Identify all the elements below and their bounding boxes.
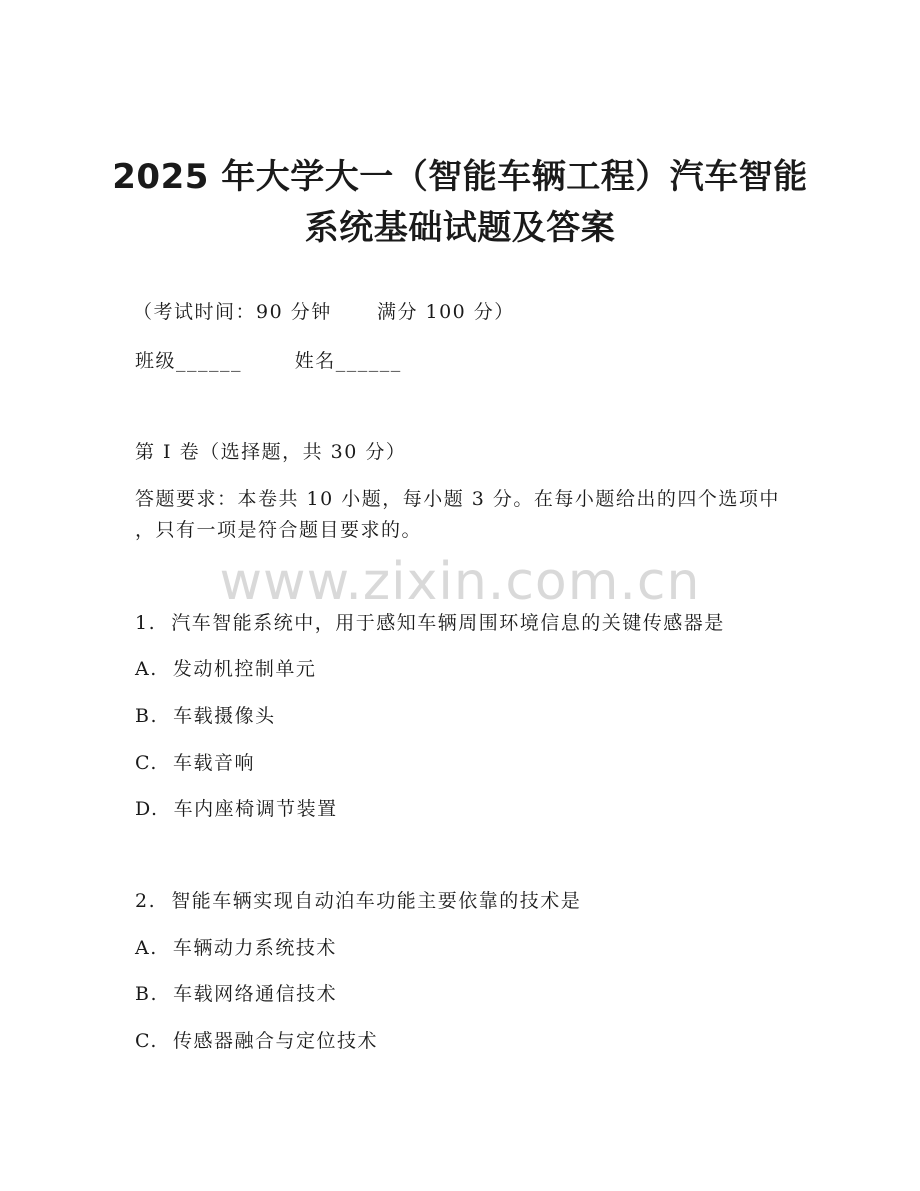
question-2-stem: 2. 智能车辆实现自动泊车功能主要依靠的技术是 [135, 890, 582, 912]
document-title-line-2: 系统基础试题及答案 [304, 208, 616, 248]
class-name-fields: 班级______ 姓名______ [135, 350, 402, 372]
question-1-option-a: A. 发动机控制单元 [135, 658, 317, 680]
exam-info: （考试时间：90 分钟 满分 100 分） [133, 301, 515, 323]
watermark: www.zixin.com.cn [219, 552, 701, 612]
document-title-line-1: 2025 年大学大一（智能车辆工程）汽车智能 [112, 157, 808, 197]
section-title: 第 I 卷（选择题，共 30 分） [135, 441, 407, 463]
question-1-stem: 1. 汽车智能系统中，用于感知车辆周围环境信息的关键传感器是 [135, 612, 725, 634]
question-1-option-b: B. 车载摄像头 [135, 705, 276, 727]
question-1-option-d: D. 车内座椅调节装置 [135, 798, 338, 820]
instructions-line-2: ，只有一项是符合题目要求的。 [135, 519, 423, 541]
instructions-line-1: 答题要求：本卷共 10 小题，每小题 3 分。在每小题给出的四个选项中 [135, 488, 780, 510]
question-1-option-c: C. 车载音响 [135, 752, 255, 774]
question-2-option-a: A. 车辆动力系统技术 [135, 937, 337, 959]
question-2-option-c: C. 传感器融合与定位技术 [135, 1030, 378, 1052]
question-2-option-b: B. 车载网络通信技术 [135, 983, 338, 1005]
